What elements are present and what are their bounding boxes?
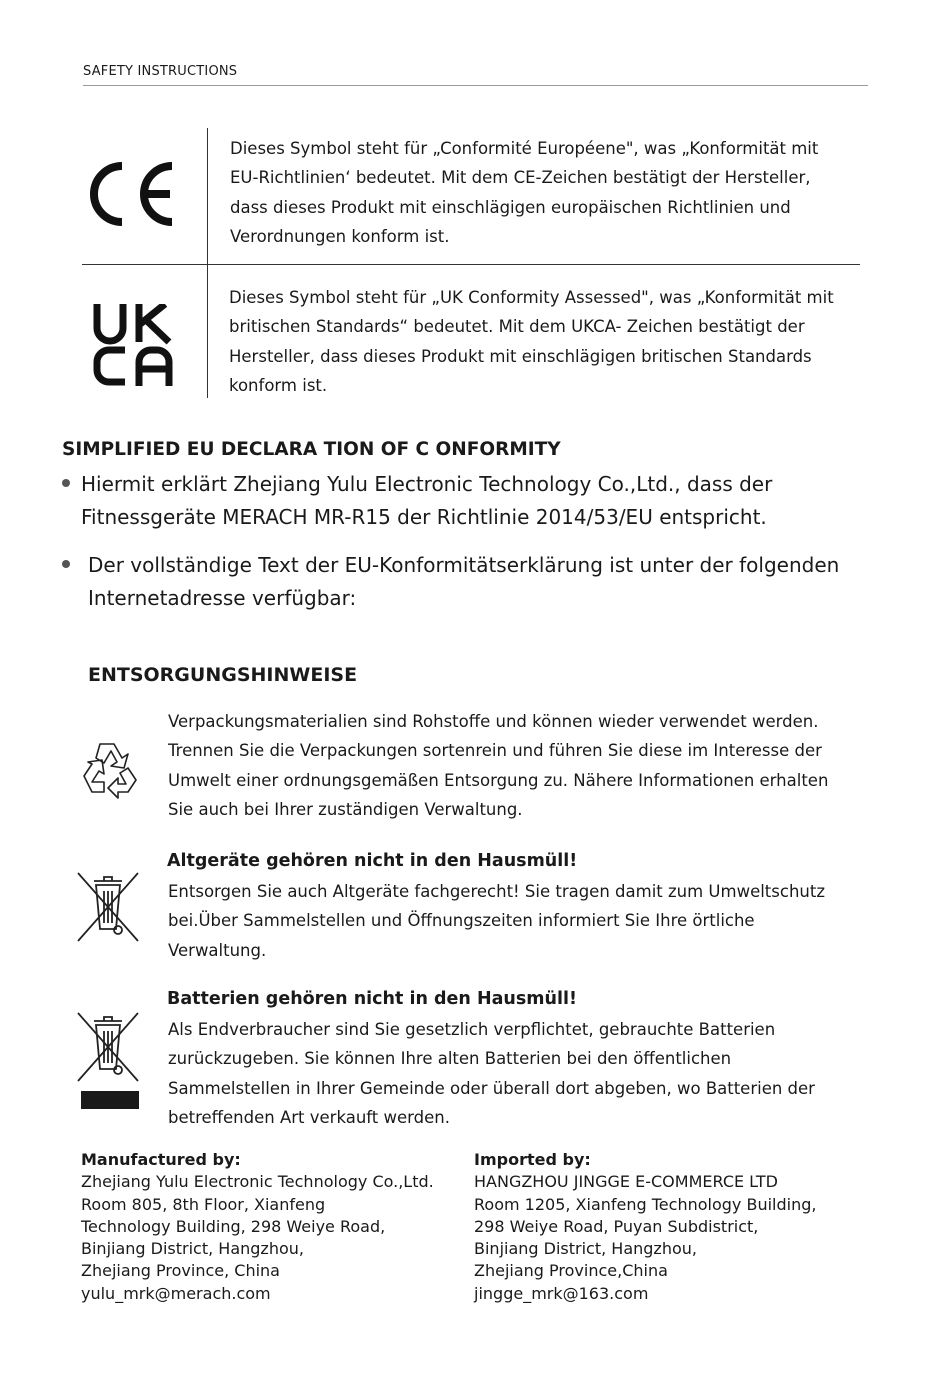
table-row-divider — [82, 264, 860, 265]
manufacturer-line: Technology Building, 298 Weiye Road, — [81, 1216, 386, 1236]
manufacturer-block — [81, 1149, 471, 1305]
importer-block — [474, 1149, 874, 1305]
importer-line: HANGZHOU JINGGE E-COMMERCE LTD — [474, 1172, 778, 1192]
ce-mark-icon — [86, 158, 178, 230]
packaging-text: Verpackungsmaterialien sind Rohstoffe und können wieder verwendet werden. Trennen Sie die Verpackungen sortenrein und führen Sie diese im Interesse der Umwelt einer ordnungsgemäßen Entsorgung zu. Nähere Informationen erhalten Sie auch bei Ihrer zuständigen Verwaltung. — [168, 712, 829, 819]
importer-line: Zhejiang Province,China — [474, 1261, 668, 1281]
manufacturer-line: Binjiang District, Hangzhou, — [81, 1239, 304, 1259]
manufacturer-title: Manufactured by: — [81, 1150, 241, 1169]
manufacturer-line: Zhejiang Yulu Electronic Technology Co.,Ltd. — [81, 1172, 434, 1192]
ce-description: Dieses Symbol steht für „Conformité Européene", was „Konformität mit EU-Richtlinien‘ bedeutet. Mit dem CE-Zeichen bestätigt der Hersteller, dass dieses Produkt mit einschlägigen europäischen Richtlinien und Verordnungen konform ist. — [230, 139, 819, 246]
old-devices-text: Entsorgen Sie auch Altgeräte fachgerecht! Sie tragen damit zum Umweltschutz bei.Über Sammelstellen und Öffnungszeiten informiert Sie Ihre örtliche Verwaltung. — [168, 882, 825, 960]
importer-email: jingge_mrk@163.com — [474, 1283, 649, 1303]
bullet-icon — [62, 479, 70, 487]
manufacturer-email: yulu_mrk@merach.com — [81, 1283, 271, 1303]
manufacturer-line: Room 805, 8th Floor, Xianfeng — [81, 1194, 326, 1214]
section-label: SAFETY INSTRUCTIONS — [83, 64, 238, 79]
recycle-icon — [78, 738, 142, 800]
header-divider — [83, 85, 868, 86]
batteries-text: Als Endverbraucher sind Sie gesetzlich verpflichtet, gebrauchte Batterien zurückzugeben. Sie können Ihre alten Batterien bei den öffentlichen Sammelstellen in Ihrer Gemeinde oder überall dort abgeben, wo Batterien der betreffenden Art verkauft werden. — [168, 1020, 815, 1127]
battery-bar-icon — [81, 1091, 139, 1109]
bullet-icon — [62, 560, 70, 568]
ukca-description: Dieses Symbol steht für „UK Conformity Assessed", was „Konformität mit britischen Standards“ bedeutet. Mit dem UKCA- Zeichen bestätigt der Hersteller, dass dieses Produkt mit einschlägigen britischen Standards konform ist. — [229, 288, 834, 395]
importer-line: Room 1205, Xianfeng Technology Building, — [474, 1194, 817, 1214]
disposal-title: ENTSORGUNGSHINWEISE — [88, 664, 358, 686]
declaration-title: SIMPLIFIED EU DECLARA TION OF C ONFORMITY — [62, 439, 561, 460]
batteries-heading: Batterien gehören nicht in den Hausmüll! — [167, 989, 577, 1009]
declaration-bullet: Hiermit erklärt Zhejiang Yulu Electronic Technology Co.,Ltd., dass der Fitnessgeräte MERACH MR-R15 der Richtlinie 2014/53/EU entspricht. — [81, 472, 773, 529]
manufacturer-line: Zhejiang Province, China — [81, 1261, 280, 1281]
declaration-bullet: Der vollständige Text der EU-Konformitätserklärung ist unter der folgenden Internetadresse verfügbar: — [88, 553, 840, 610]
importer-line: Binjiang District, Hangzhou, — [474, 1239, 697, 1259]
crossed-bin-battery-icon — [76, 1007, 140, 1083]
importer-line: 298 Weiye Road, Puyan Subdistrict, — [474, 1216, 759, 1236]
old-devices-heading: Altgeräte gehören nicht in den Hausmüll! — [167, 851, 578, 871]
table-column-divider — [207, 128, 208, 398]
crossed-bin-icon — [76, 867, 140, 943]
ukca-mark-icon — [93, 304, 173, 386]
importer-title: Imported by: — [474, 1150, 591, 1169]
